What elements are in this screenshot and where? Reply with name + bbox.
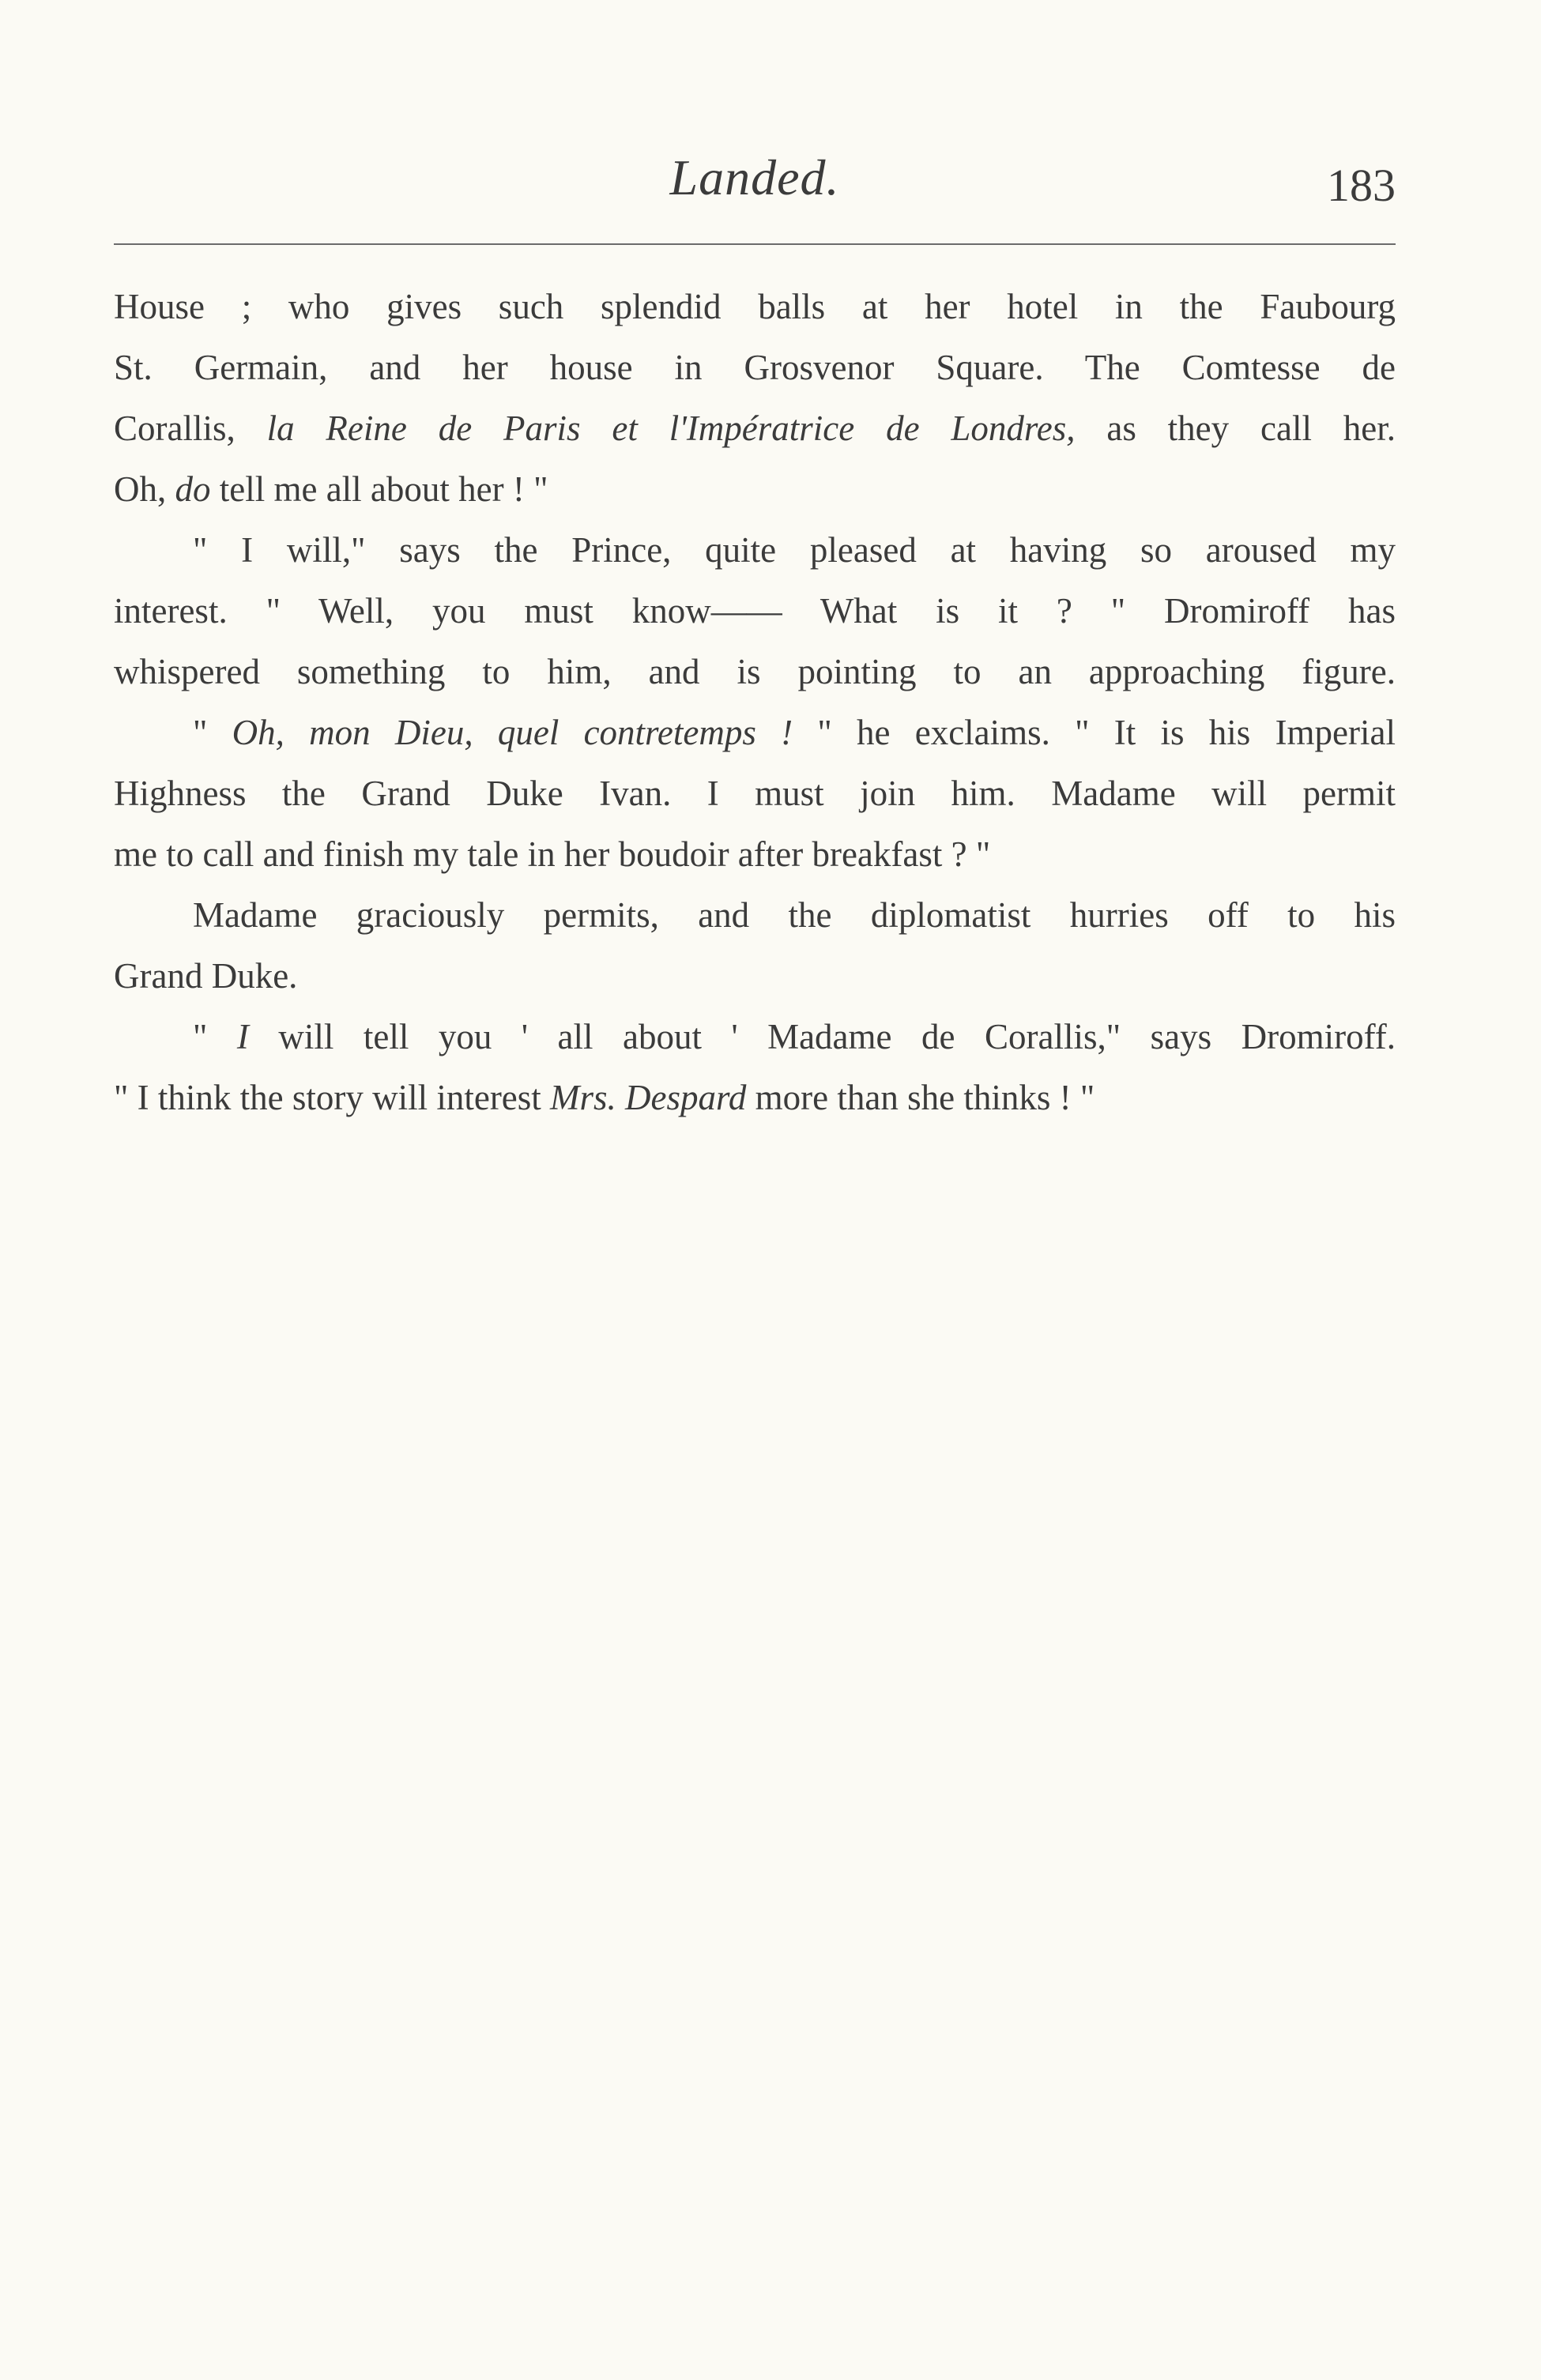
text-line (114, 459, 1396, 520)
text-run: " I think the story will interest (114, 1078, 551, 1117)
text-run: more than she thinks ! " (746, 1078, 1095, 1117)
text-run: Grand Duke. (114, 956, 298, 996)
text-line (114, 520, 1396, 581)
italic-text: I (236, 1017, 249, 1056)
text-run: interest. " Well, you must know—— What is it ? " Dromiroff has (114, 591, 1396, 631)
header-rule (114, 243, 1396, 245)
text-run: " (193, 713, 232, 752)
italic-text: do (175, 469, 211, 509)
text-run: me to call and finish my tale in her boudoir after breakfast ? " (114, 834, 991, 874)
text-line (114, 824, 1396, 885)
body-text (114, 277, 1396, 1128)
text-run: will tell you ' all about ' Madame de Corallis," says Dromiroff. (248, 1017, 1396, 1056)
text-run: St. Germain, and her house in Grosvenor Square. The Comtesse de (114, 348, 1396, 387)
text-line (114, 885, 1396, 946)
text-run: Highness the Grand Duke Ivan. I must join him. Madame will permit (114, 774, 1396, 813)
running-head (114, 142, 1396, 221)
text-run: tell me all about her ! " (210, 469, 548, 509)
italic-text: la Reine de Paris et l'Impératrice de Londres, (266, 409, 1076, 448)
text-line (114, 702, 1396, 763)
text-line (114, 581, 1396, 642)
italic-text: Oh, mon Dieu, quel contretemps ! (232, 713, 793, 752)
text-line (114, 763, 1396, 824)
text-run: Corallis, (114, 409, 267, 448)
text-run: House ; who gives such splendid balls at her hotel in the Faubourg (114, 287, 1396, 326)
text-line (114, 337, 1396, 398)
running-title: Landed. (669, 149, 840, 205)
text-line (114, 642, 1396, 702)
text-run: whispered something to him, and is pointing to an approaching figure. (114, 652, 1396, 691)
italic-text: Mrs. Despard (550, 1078, 747, 1117)
text-run: Oh, (114, 469, 175, 509)
text-line (114, 946, 1396, 1007)
text-run: " (193, 1017, 237, 1056)
text-line (114, 1007, 1396, 1068)
page-number: 183 (1327, 160, 1396, 211)
text-run: as they call her. (1075, 409, 1396, 448)
text-run: " he exclaims. " It is his Imperial (793, 713, 1396, 752)
text-line (114, 1068, 1396, 1128)
text-line (114, 277, 1396, 337)
text-run: " I will," says the Prince, quite pleased at having so aroused my (193, 530, 1396, 570)
text-line (114, 398, 1396, 459)
text-run: Madame graciously permits, and the diplomatist hurries off to his (193, 895, 1396, 935)
